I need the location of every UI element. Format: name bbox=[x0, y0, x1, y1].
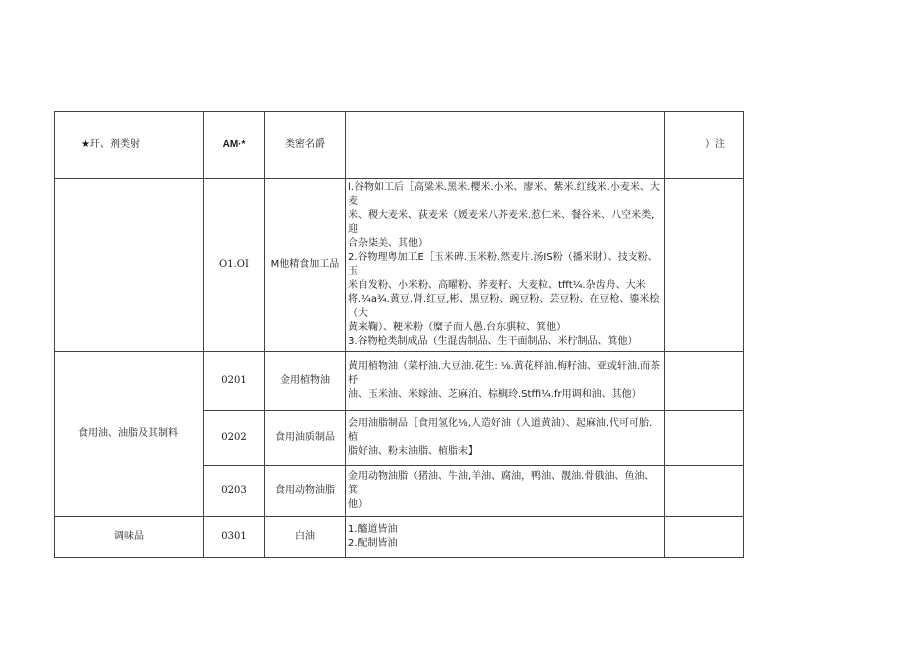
description-line: 将.¼a¾.黄豆.肾.红豆,彬、黑豆粉、豌豆粉、芸豆粉、在豆枪、鎏米桧（大 bbox=[348, 294, 660, 319]
table-header-row bbox=[55, 112, 744, 179]
food-category-table bbox=[54, 111, 744, 558]
description-line: 会用油脂制品［食用氢化⅛,人造好油（人道黄油）、起麻油.代可可胎.植 bbox=[348, 418, 653, 443]
description-line: 油、玉米油、米嫁油、芝麻泊、棕榈玲.Stffi¼.fr用调和油、其他） bbox=[348, 389, 642, 400]
description-line: 黄用植物油（菜杼油.大豆油.花生: ⅛.黄花样油.梅籽油、亚或轩油.而茶杼 bbox=[348, 361, 661, 386]
description-line: 黄来鞠）、粳米粉（糜子而人愚.台东骐粒、箕他） bbox=[348, 322, 567, 333]
header-code: AM·* bbox=[204, 112, 265, 179]
description-line: 合杂柒美、其他） bbox=[348, 238, 428, 249]
description-line: 1.醯道皆油 bbox=[348, 524, 398, 535]
description-line: 金用动物油脂（猪油、牛油,羊油、腐油，鸭油、靓油.骨俄油、鱼油、箕 bbox=[348, 471, 655, 496]
row-description bbox=[346, 517, 665, 558]
row-category: 食用油、油脂及其制料 bbox=[55, 352, 204, 517]
description-line: 2.配制皆油 bbox=[348, 538, 398, 549]
table-row bbox=[55, 352, 744, 411]
description-line: 他） bbox=[348, 499, 368, 510]
row-note bbox=[665, 411, 744, 466]
row-note bbox=[665, 466, 744, 517]
row-name: 食用油质制品 bbox=[265, 411, 346, 466]
row-description bbox=[346, 179, 665, 352]
row-note bbox=[665, 179, 744, 352]
table-row bbox=[55, 179, 744, 352]
row-code: 0301 bbox=[204, 517, 265, 558]
description-line: 米、稷大麦米、荻麦米（媛麦米八芥麦米.惹仁米、餐谷米、八空米类,迎 bbox=[348, 210, 655, 235]
row-description bbox=[346, 352, 665, 411]
header-note: ）注 bbox=[665, 112, 744, 179]
description-line: 米自发粉、小米粉、高曜粉、荞麦籽、大麦粒、tfft¼.杂齿舟、大米 bbox=[348, 280, 646, 291]
row-category bbox=[55, 179, 204, 352]
header-category: ★玕、剂类射 bbox=[55, 112, 204, 179]
row-note bbox=[665, 352, 744, 411]
table-row bbox=[55, 517, 744, 558]
row-code: O1.OI bbox=[204, 179, 265, 352]
row-code: 0202 bbox=[204, 411, 265, 466]
description-line: 脂好油、粉末油脂、植脂末】 bbox=[348, 446, 478, 457]
row-category: 调味品 bbox=[55, 517, 204, 558]
header-name: 类密名爵 bbox=[265, 112, 346, 179]
row-description bbox=[346, 466, 665, 517]
description-line: 3.谷物枪类制成品（生混齿制品、生干面制品、米柠制品、箕他） bbox=[348, 336, 638, 347]
row-code: 0203 bbox=[204, 466, 265, 517]
row-note bbox=[665, 517, 744, 558]
row-name: 金用植物油 bbox=[265, 352, 346, 411]
row-name: 白油 bbox=[265, 517, 346, 558]
row-name: 食用动物油脂 bbox=[265, 466, 346, 517]
row-description bbox=[346, 411, 665, 466]
description-line: l.谷物如工后［高粱米.黑米.樱米.小米、廖米、紫米.红线米.小麦米、大麦 bbox=[348, 182, 660, 207]
row-code: 0201 bbox=[204, 352, 265, 411]
description-line: 2.谷物理粤加工E［玉米碑.玉米粉.然麦片.汤IS粉（播米財）、技支粉、玉 bbox=[348, 252, 658, 277]
row-name: M他精食加工品 bbox=[265, 179, 346, 352]
header-description bbox=[346, 112, 665, 179]
